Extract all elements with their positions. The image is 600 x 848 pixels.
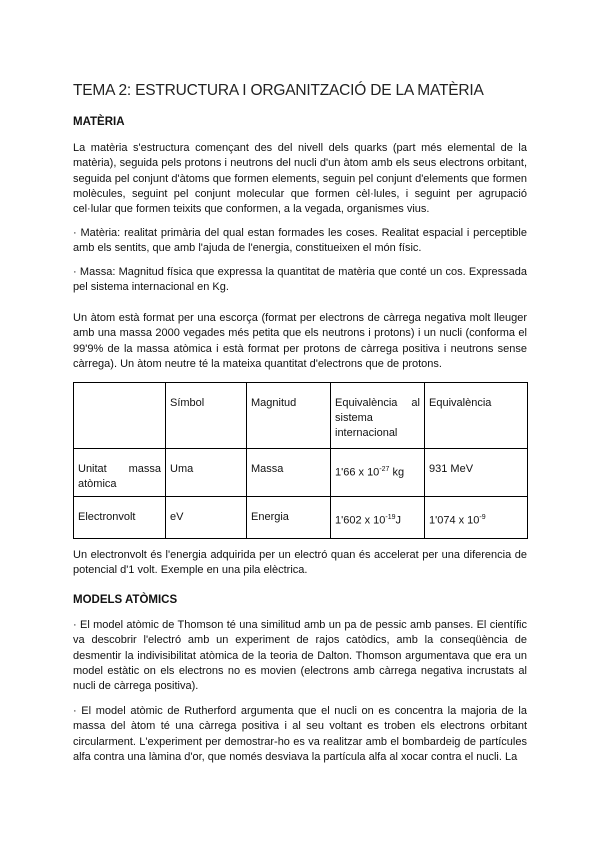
table-cell: Electronvolt xyxy=(74,497,166,539)
table-header-row xyxy=(74,383,528,449)
table-row xyxy=(74,497,528,539)
table-cell: eV xyxy=(166,497,247,539)
paragraph-massa-definition: · Massa: Magnitud física que expressa la quantitat de matèria que conté un cos. Expressada pel sistema internacional en Kg. xyxy=(73,266,527,294)
table-cell: Energia xyxy=(247,497,331,539)
units-table xyxy=(73,382,528,539)
table-header-cell xyxy=(74,383,166,449)
paragraph-thomson: · El model atòmic de Thomson té una similitud amb un pa de pessic amb panses. El científic va descobrir l'electró amb un experiment de rajos catòdics, amb la conseqüència de desmentir la indivisibilitat atòmica de la teoria de Dalton. Thomson argumentava que era un model estàtic on els electrons no es movien (electrons amb càrrega negativa incrustats al nucli de càrrega positiva). xyxy=(73,619,527,693)
table-header-cell: Magnitud xyxy=(247,383,331,449)
table-row xyxy=(74,449,528,497)
table-cell: 931 MeV xyxy=(425,449,528,497)
paragraph-materia-definition: · Matèria: realitat primària del qual estan formades les coses. Realitat espacial i perceptible amb els sentits, que amb l'ajuda de l'energia, constitueixen el món físic. xyxy=(73,227,527,255)
table-header-cell: Símbol xyxy=(166,383,247,449)
paragraph-electronvolt: Un electronvolt és l'energia adquirida per un electró quan és accelerat per una diferencia de potencial d'1 volt. Exemple en una pila elèctrica. xyxy=(73,549,527,577)
table-header-cell: Equivalència al sistema internacional xyxy=(331,383,425,449)
table-cell: Massa xyxy=(247,449,331,497)
paragraph-rutherford: · El model atòmic de Rutherford argumenta que el nucli on es concentra la majoria de la massa del àtom té una càrrega positiva i al seu voltant es troben els electrons orbitant circularment. L'experiment per demostrar-ho es va realitzar amb el bombardeig de partícules alfa contra una làmina d'or, que només desviava la partícula alfa al xocar contra el nucli. La xyxy=(73,705,527,763)
page-title: TEMA 2: ESTRUCTURA I ORGANITZACIÓ DE LA MATÈRIA xyxy=(73,82,484,99)
table-cell: Uma xyxy=(166,449,247,497)
table-cell: 1'66 x $10^{-27}$ kg xyxy=(331,449,425,497)
paragraph-atom: Un àtom està format per una escorça (format per electrons de càrrega negativa molt lleuger amb una massa 2000 vegades més petita que els neutrons i protons) i un nucli (conforma el 99'9% de la massa atòmica i està format per protons de càrrega positiva i neutrons sense càrrega). Un àtom neutre té la mateixa quantitat d'electrons que de protons. xyxy=(73,312,527,370)
paragraph-structure: La matèria s'estructura començant des del nivell dels quarks (part més elemental de la matèria), seguida pels protons i neutrons del nucli d'un àtom amb els seus electrons orbitant, seguida pel conjunt d'àtoms que formen elements, seguin pel conjunt d'elements que formen molècules, seguint pel conjunt molecular que formen cèl·lules, i seguint per agrupació cel·lular que formen teixits que conformen, a la vegada, organismes vius. xyxy=(73,142,527,216)
table-cell: 1'602 x $10^{-19}J$ xyxy=(331,497,425,539)
section-heading-materia: MATÈRIA xyxy=(73,116,125,128)
table-header-cell: Equivalència xyxy=(425,383,528,449)
section-heading-models: MODELS ATÒMICS xyxy=(73,594,178,606)
table-cell: Unitat massa atòmica xyxy=(74,449,166,497)
table-cell: 1'074 x $10^{-9}$ xyxy=(425,497,528,539)
